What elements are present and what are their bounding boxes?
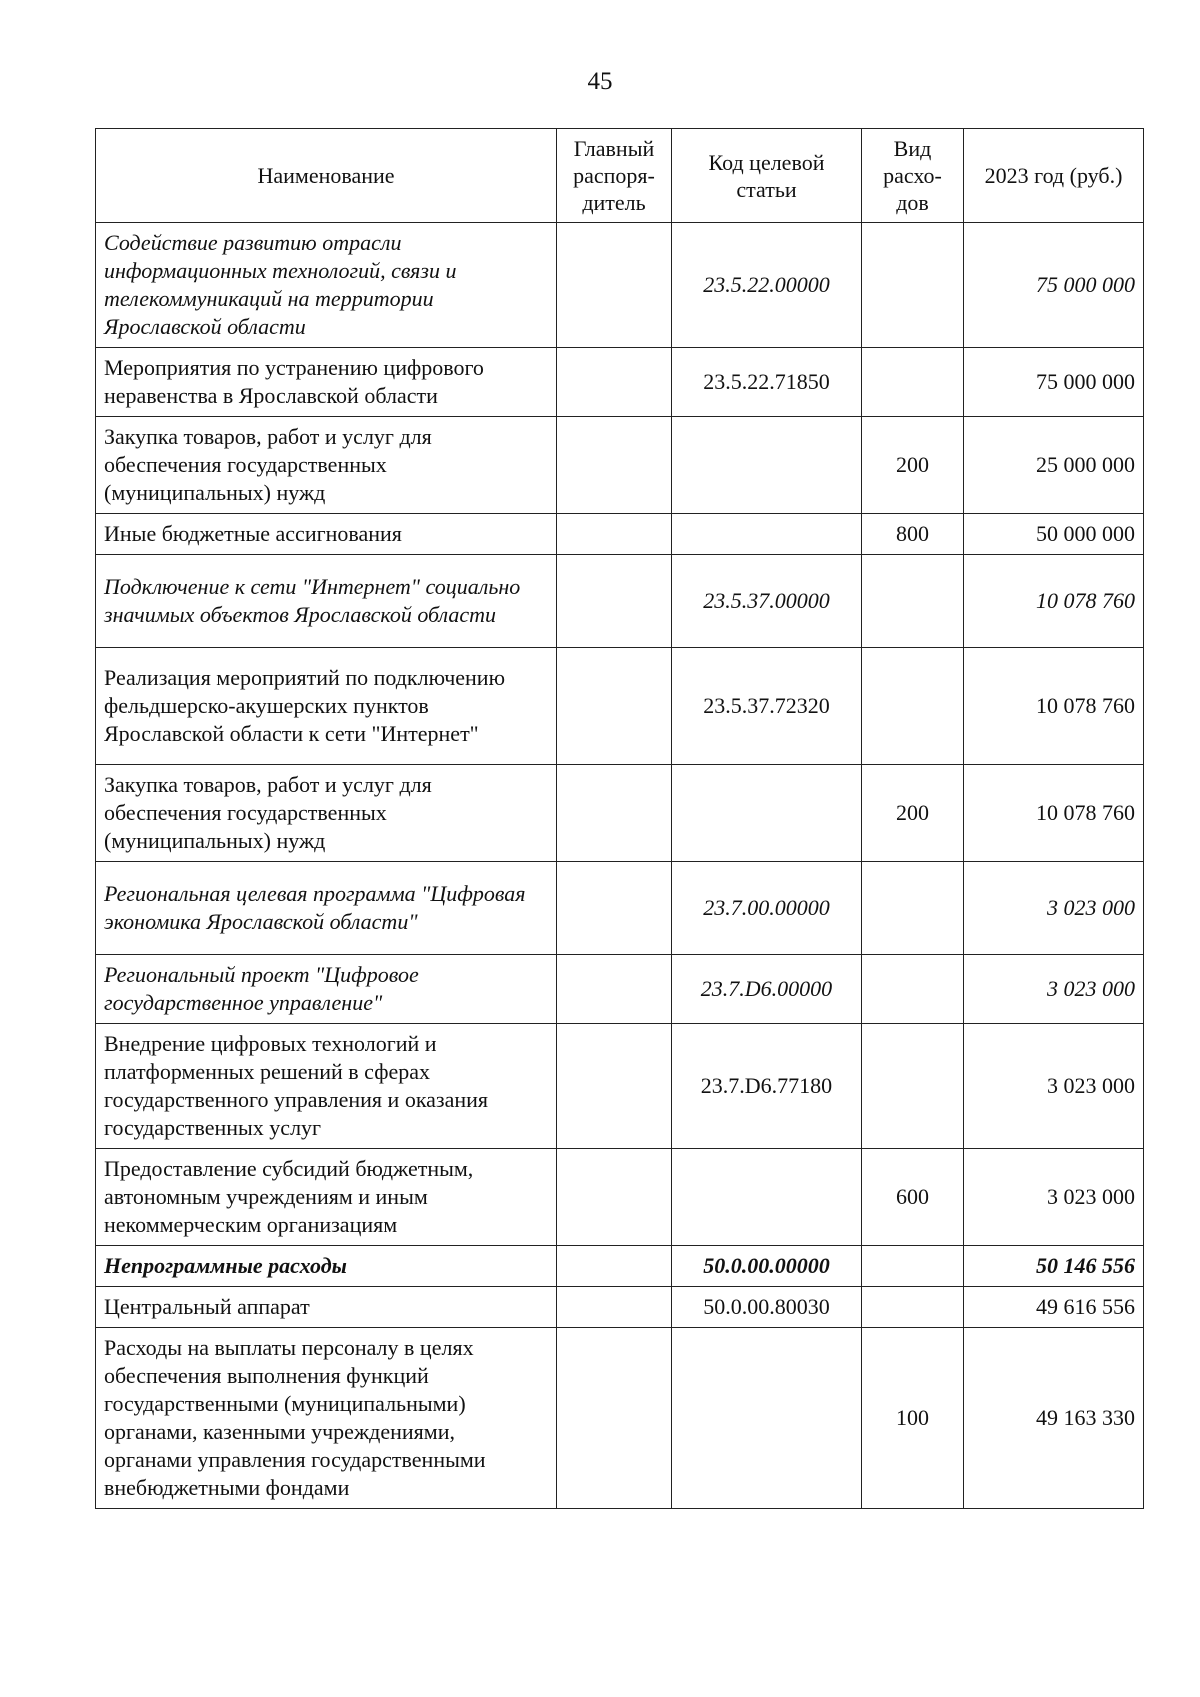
table-header-row xyxy=(96,129,1144,223)
table-row xyxy=(96,648,1144,765)
cell-amount: 3 023 000 xyxy=(964,1149,1144,1246)
cell-admin xyxy=(557,555,672,648)
table-row xyxy=(96,1246,1144,1287)
cell-code: 23.5.22.00000 xyxy=(672,223,862,348)
cell-type xyxy=(862,1246,964,1287)
cell-type: 800 xyxy=(862,514,964,555)
cell-code: 23.5.22.71850 xyxy=(672,348,862,417)
cell-amount: 3 023 000 xyxy=(964,1024,1144,1149)
header-admin: Главный распоря-дитель xyxy=(557,129,672,223)
table-row xyxy=(96,1024,1144,1149)
cell-admin xyxy=(557,223,672,348)
cell-amount: 25 000 000 xyxy=(964,417,1144,514)
header-name: Наименование xyxy=(96,129,557,223)
cell-name: Внедрение цифровых технологий и платформенных решений в сферах государственного управления и оказания государственных услуг xyxy=(96,1024,557,1149)
header-type: Вид расхо-дов xyxy=(862,129,964,223)
cell-amount: 49 616 556 xyxy=(964,1287,1144,1328)
table-row xyxy=(96,514,1144,555)
cell-amount: 3 023 000 xyxy=(964,955,1144,1024)
cell-admin xyxy=(557,1328,672,1509)
cell-name: Региональная целевая программа "Цифровая экономика Ярославской области" xyxy=(96,862,557,955)
cell-amount: 50 146 556 xyxy=(964,1246,1144,1287)
cell-type xyxy=(862,648,964,765)
cell-admin xyxy=(557,862,672,955)
table-row xyxy=(96,1328,1144,1509)
cell-amount: 10 078 760 xyxy=(964,555,1144,648)
cell-admin xyxy=(557,1149,672,1246)
cell-amount: 49 163 330 xyxy=(964,1328,1144,1509)
cell-name: Реализация мероприятий по подключению фельдшерско-акушерских пунктов Ярославской области к сети "Интернет" xyxy=(96,648,557,765)
cell-type: 200 xyxy=(862,765,964,862)
cell-name: Расходы на выплаты персоналу в целях обеспечения выполнения функций государственными (муниципальными) органами, казенными учреждениями, органами управления государственными внебюджетными фондами xyxy=(96,1328,557,1509)
cell-code xyxy=(672,1328,862,1509)
cell-admin xyxy=(557,1024,672,1149)
table-row xyxy=(96,555,1144,648)
cell-name: Центральный аппарат xyxy=(96,1287,557,1328)
cell-amount: 75 000 000 xyxy=(964,348,1144,417)
cell-code: 50.0.00.80030 xyxy=(672,1287,862,1328)
cell-code: 23.7.D6.00000 xyxy=(672,955,862,1024)
table-row xyxy=(96,955,1144,1024)
page-number: 45 xyxy=(587,68,613,95)
cell-name: Мероприятия по устранению цифрового неравенства в Ярославской области xyxy=(96,348,557,417)
cell-code: 50.0.00.00000 xyxy=(672,1246,862,1287)
cell-type xyxy=(862,1287,964,1328)
cell-amount: 75 000 000 xyxy=(964,223,1144,348)
cell-admin xyxy=(557,955,672,1024)
cell-name: Непрограммные расходы xyxy=(96,1246,557,1287)
cell-amount: 3 023 000 xyxy=(964,862,1144,955)
cell-code xyxy=(672,417,862,514)
cell-type: 600 xyxy=(862,1149,964,1246)
cell-code: 23.5.37.72320 xyxy=(672,648,862,765)
cell-name: Предоставление субсидий бюджетным, автономным учреждениям и иным некоммерческим организациям xyxy=(96,1149,557,1246)
cell-type xyxy=(862,1024,964,1149)
cell-code: 23.7.00.00000 xyxy=(672,862,862,955)
table-row xyxy=(96,1149,1144,1246)
cell-name: Закупка товаров, работ и услуг для обеспечения государственных (муниципальных) нужд xyxy=(96,417,557,514)
cell-type xyxy=(862,955,964,1024)
cell-name: Региональный проект "Цифровое государственное управление" xyxy=(96,955,557,1024)
cell-code: 23.5.37.00000 xyxy=(672,555,862,648)
cell-type xyxy=(862,223,964,348)
cell-name: Подключение к сети "Интернет" социально значимых объектов Ярославской области xyxy=(96,555,557,648)
table-row xyxy=(96,348,1144,417)
cell-admin xyxy=(557,1246,672,1287)
cell-type: 200 xyxy=(862,417,964,514)
cell-code xyxy=(672,765,862,862)
cell-admin xyxy=(557,348,672,417)
cell-admin xyxy=(557,648,672,765)
cell-admin xyxy=(557,514,672,555)
cell-amount: 10 078 760 xyxy=(964,648,1144,765)
cell-name: Закупка товаров, работ и услуг для обеспечения государственных (муниципальных) нужд xyxy=(96,765,557,862)
table-row xyxy=(96,223,1144,348)
header-code: Код целевой статьи xyxy=(672,129,862,223)
cell-code xyxy=(672,514,862,555)
cell-admin xyxy=(557,765,672,862)
header-amount: 2023 год (руб.) xyxy=(964,129,1144,223)
budget-table xyxy=(95,128,1144,1509)
cell-admin xyxy=(557,1287,672,1328)
cell-type xyxy=(862,555,964,648)
cell-amount: 10 078 760 xyxy=(964,765,1144,862)
cell-code: 23.7.D6.77180 xyxy=(672,1024,862,1149)
cell-code xyxy=(672,1149,862,1246)
cell-name: Иные бюджетные ассигнования xyxy=(96,514,557,555)
cell-name: Содействие развитию отрасли информационных технологий, связи и телекоммуникаций на территории Ярославской области xyxy=(96,223,557,348)
table-row xyxy=(96,1287,1144,1328)
table-row xyxy=(96,765,1144,862)
cell-type xyxy=(862,348,964,417)
table-row xyxy=(96,417,1144,514)
cell-type xyxy=(862,862,964,955)
cell-admin xyxy=(557,417,672,514)
cell-type: 100 xyxy=(862,1328,964,1509)
table-row xyxy=(96,862,1144,955)
cell-amount: 50 000 000 xyxy=(964,514,1144,555)
